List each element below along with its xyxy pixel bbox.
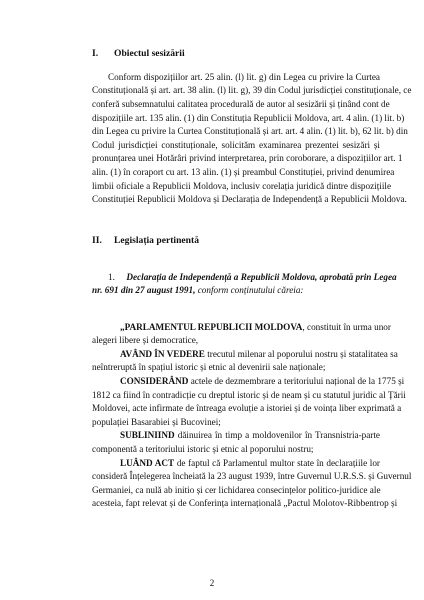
list-item-title: Declarația de Independență a Republicii Moldova, aprobată prin Legea	[126, 272, 397, 282]
section-1-title: Obiectul sesizării	[114, 48, 185, 59]
quote-line: AVÂND ÎN VEDERE trecutul milenar al poporului nostru și statalitatea sa	[120, 349, 398, 359]
list-item-line	[92, 284, 380, 296]
paragraph-line: limbii oficiale a Republicii Moldova, inclusiv corelația juridică dintre dispozițiile	[92, 181, 392, 191]
list-item-number: 1.	[108, 272, 115, 282]
quote-line: Germaniei, ca nulă ab initio și cer lichidarea consecințelor politico-juridice ale	[92, 485, 381, 495]
paragraph-line: Conform dispozițiilor art. 25 alin. (l) lit. g) din Legea cu privire la Curtea	[108, 72, 380, 82]
paragraph-line: Constituțională și art. art. 38 alin. (l) lit. g), 39 din Codul jurisdicției constituționale, ce	[92, 85, 412, 95]
paragraph-line: din Legea cu privire la Curtea Constituțională și art. art. 4 alin. (1) lit. b), 62 lit. b) din	[92, 126, 408, 136]
quote-line: populației Basarabiei și Bucovinei;	[92, 417, 221, 427]
section-1-number: I.	[92, 48, 99, 59]
paragraph-line: Constituției Republicii Moldova și Declarația de Independență a Republicii Moldova.	[92, 194, 407, 204]
quote-line: Moldovei, acte infirmate de întreaga evoluție a istoriei și de voința liber exprimată a	[92, 403, 402, 413]
quote-line: SUBLINIIND dăinuirea în timp a moldovenilor în Transnistria-parte	[120, 430, 380, 440]
list-item-line	[108, 271, 397, 283]
quote-line: componentă a teritoriului istoric și etnic al poporului nostru;	[92, 444, 314, 454]
paragraph-line: conferă subsemnatului calitatea procedurală de autor al sesizării și ținând cont de	[92, 99, 390, 109]
paragraph-line: pronunțarea unei Hotărâri privind interpretarea, prin coroborare, a dispozițiilor art. 1	[92, 153, 403, 163]
section-2-number: II.	[92, 235, 102, 246]
section-1-heading	[92, 48, 185, 59]
quote-line: acesteia, fapt relevat și de Conferința internațională „Pactul Molotov-Ribbentrop și	[92, 498, 398, 508]
paragraph-line: Codul jurisdicției constituționale, solicităm examinarea prezentei sesizări și	[92, 140, 380, 150]
quote-line: neîntreruptă în spațiul istoric și etnic al devenirii sale naționale;	[92, 362, 326, 372]
list-item-law-ref: nr. 691 din 27 august 1991,	[92, 285, 196, 295]
quote-line: 1812 ca fiind în contradicție cu dreptul istoric și de neam și cu statutul juridic al Țării	[92, 390, 406, 400]
section-2-heading	[92, 235, 199, 246]
quote-line: alegeri libere și democratice,	[92, 335, 199, 345]
section-2-title: Legislația pertinentă	[114, 235, 200, 246]
quote-line: LUÂND ACT de faptul că Parlamentul multor state în declarațiile lor	[120, 458, 380, 468]
paragraph-line: alin. (1) în coraport cu art. 13 alin. (1) și preambul Constituției, privind denumirea	[92, 167, 395, 177]
page-number: 2	[209, 578, 215, 588]
list-item-tail: conform conținutului căreia:	[195, 285, 304, 295]
quote-line: consideră Înțelegerea încheiată la 23 august 1939, între Guvernul U.R.S.S. și Guvernul	[92, 471, 412, 481]
quote-line: „PARLAMENTUL REPUBLICII MOLDOVA, constituit în urma unor	[120, 322, 391, 332]
paragraph-line: dispozițiile art. 135 alin. (1) din Constituția Republicii Moldova, art. 4 alin. (1) lit. b)	[92, 113, 405, 123]
quote-line: CONSIDERÂND actele de dezmembrare a teritoriului național de la 1775 și	[120, 376, 405, 386]
